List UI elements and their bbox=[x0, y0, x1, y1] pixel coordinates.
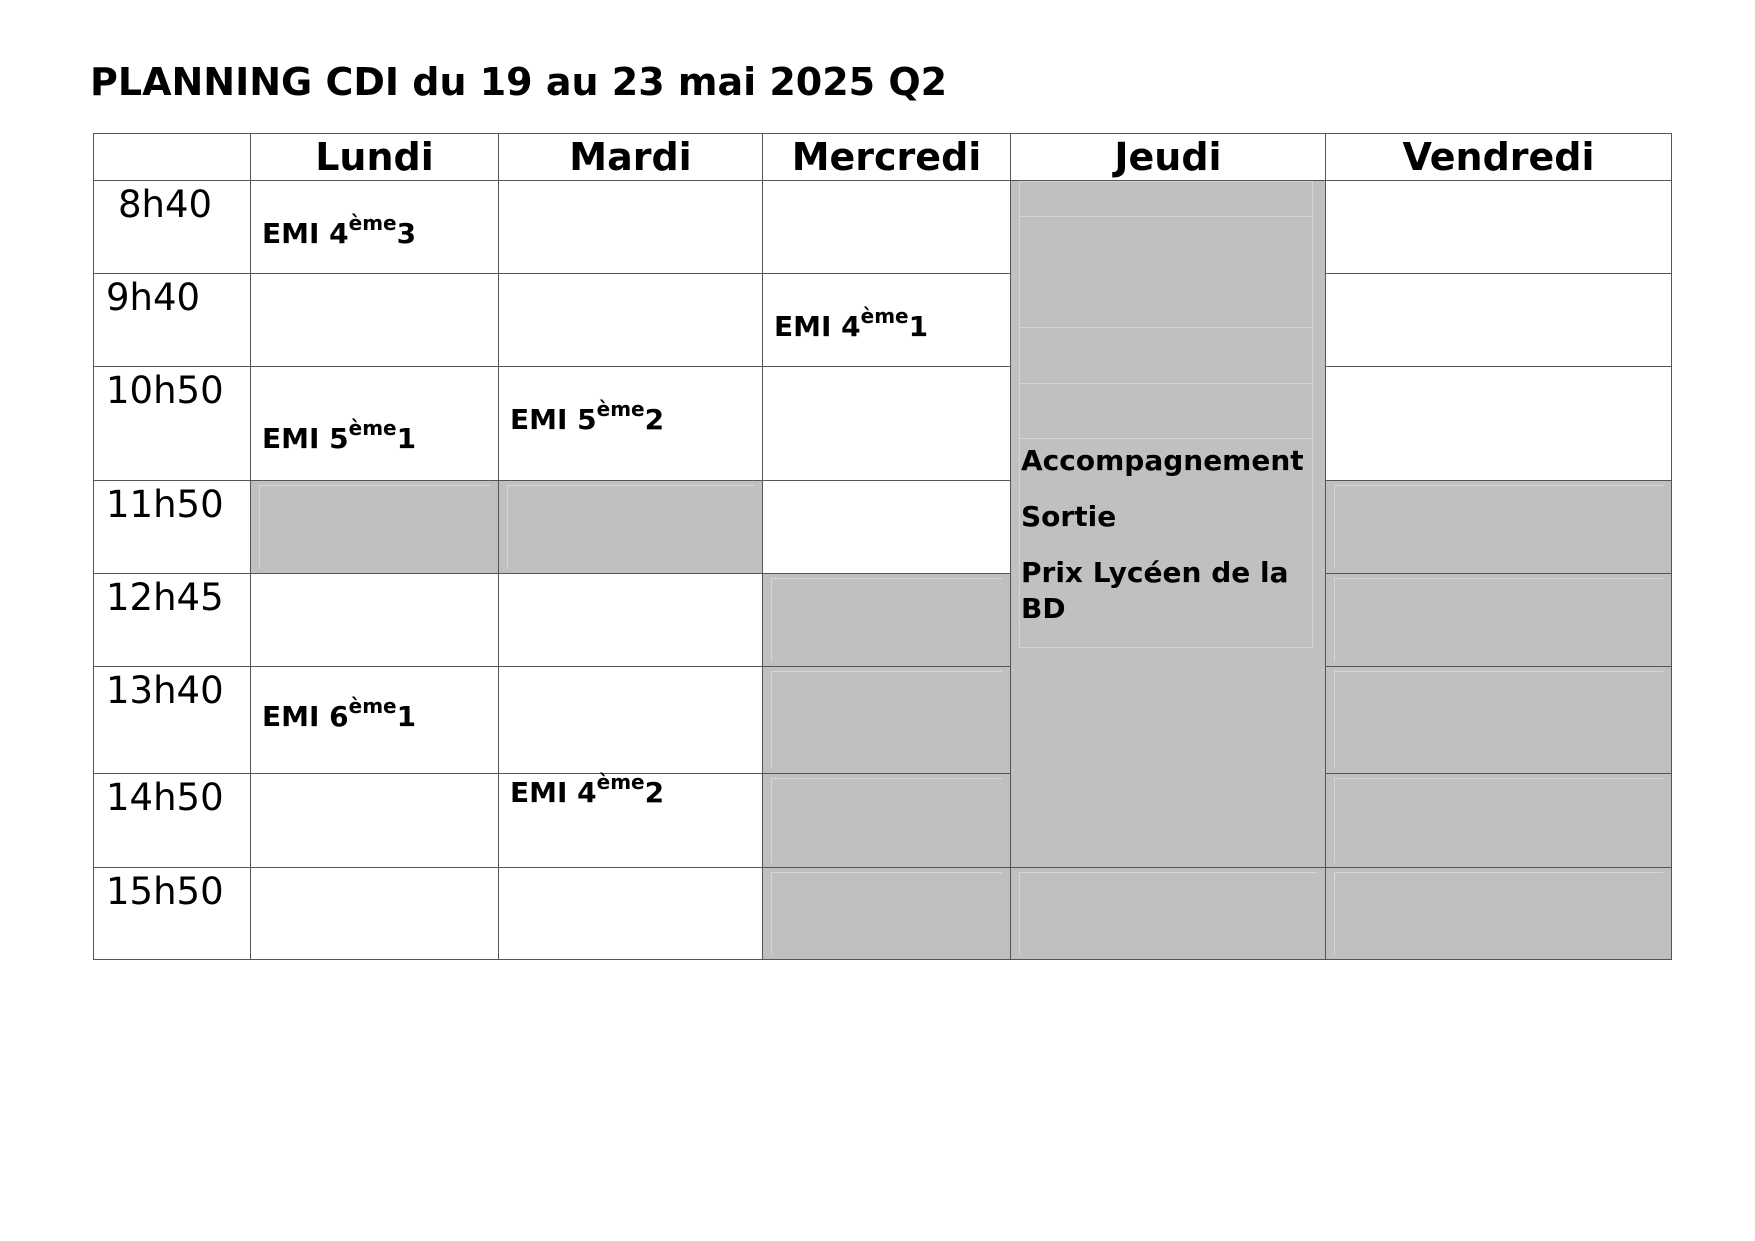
time-cell bbox=[94, 367, 251, 481]
time-row bbox=[94, 481, 1672, 574]
slot-cell-unavailable bbox=[763, 774, 1011, 868]
slot-cell bbox=[251, 667, 499, 774]
slot-cell bbox=[499, 667, 763, 774]
slot-cell-unavailable bbox=[1326, 774, 1672, 868]
slot-cell bbox=[1326, 367, 1672, 481]
course-label: EMI 5ème1 bbox=[262, 416, 417, 455]
time-label: 14h50 bbox=[106, 776, 224, 819]
day-header-lundi: Lundi bbox=[251, 134, 499, 181]
slot-cell bbox=[499, 868, 763, 960]
slot-cell bbox=[251, 367, 499, 481]
slot-cell-unavailable bbox=[1326, 481, 1672, 574]
slot-cell bbox=[499, 367, 763, 481]
time-row bbox=[94, 181, 1672, 274]
day-header-jeudi: Jeudi bbox=[1011, 134, 1326, 181]
slot-cell bbox=[1326, 274, 1672, 367]
course-label: EMI 4ème3 bbox=[262, 211, 417, 250]
course-label: EMI 4ème1 bbox=[774, 304, 929, 343]
slot-cell bbox=[251, 181, 499, 274]
time-label: 13h40 bbox=[106, 669, 224, 712]
slot-cell bbox=[499, 574, 763, 667]
jeudi-block bbox=[1011, 181, 1326, 868]
time-row bbox=[94, 774, 1672, 868]
slot-cell bbox=[251, 868, 499, 960]
time-row bbox=[94, 367, 1672, 481]
slot-cell bbox=[763, 274, 1011, 367]
slot-cell bbox=[763, 181, 1011, 274]
time-row bbox=[94, 667, 1672, 774]
corner-cell bbox=[94, 134, 251, 181]
course-label: EMI 5ème2 bbox=[510, 397, 665, 436]
day-header-mardi: Mardi bbox=[499, 134, 763, 181]
time-row bbox=[94, 868, 1672, 960]
course-label: EMI 6ème1 bbox=[262, 694, 417, 733]
slot-cell bbox=[251, 274, 499, 367]
slot-cell bbox=[499, 274, 763, 367]
time-label: 15h50 bbox=[106, 870, 224, 913]
time-label: 9h40 bbox=[106, 276, 201, 319]
page-title: PLANNING CDI du 19 au 23 mai 2025 Q2 bbox=[90, 60, 948, 104]
slot-cell-unavailable bbox=[1326, 667, 1672, 774]
time-cell bbox=[94, 274, 251, 367]
slot-cell-unavailable bbox=[1011, 868, 1326, 960]
activity-sortie: Sortie bbox=[1021, 500, 1117, 533]
slot-cell bbox=[763, 367, 1011, 481]
time-label: 10h50 bbox=[106, 369, 224, 412]
slot-cell bbox=[499, 770, 763, 868]
slot-cell bbox=[251, 774, 499, 868]
activity-prix-lyceen: Prix Lycéen de la BD bbox=[1021, 556, 1289, 625]
time-label: 11h50 bbox=[106, 483, 224, 526]
slot-cell-unavailable bbox=[1326, 574, 1672, 667]
time-cell bbox=[94, 868, 251, 960]
day-header-vendredi: Vendredi bbox=[1326, 134, 1672, 181]
time-label: 8h40 bbox=[118, 183, 213, 226]
time-label: 12h45 bbox=[106, 576, 224, 619]
time-cell bbox=[94, 667, 251, 774]
time-cell bbox=[94, 181, 251, 274]
slot-cell-unavailable bbox=[763, 574, 1011, 667]
slot-cell bbox=[251, 574, 499, 667]
slot-cell-unavailable bbox=[499, 481, 763, 574]
time-cell bbox=[94, 481, 251, 574]
slot-cell bbox=[1326, 181, 1672, 274]
course-label: EMI 4ème2 bbox=[510, 770, 665, 809]
slot-cell-unavailable bbox=[251, 481, 499, 574]
planning-table bbox=[93, 133, 1672, 960]
jeudi-activities bbox=[1021, 443, 1319, 627]
slot-cell-unavailable bbox=[763, 667, 1011, 774]
slot-cell bbox=[763, 481, 1011, 574]
day-header-mercredi: Mercredi bbox=[763, 134, 1011, 181]
time-cell bbox=[94, 774, 251, 868]
time-row bbox=[94, 574, 1672, 667]
time-row bbox=[94, 274, 1672, 367]
slot-cell-unavailable bbox=[763, 868, 1011, 960]
activity-accompagnement: Accompagnement bbox=[1021, 444, 1304, 477]
header-row bbox=[94, 134, 1672, 181]
slot-cell-unavailable bbox=[1326, 868, 1672, 960]
time-cell bbox=[94, 574, 251, 667]
slot-cell bbox=[499, 181, 763, 274]
